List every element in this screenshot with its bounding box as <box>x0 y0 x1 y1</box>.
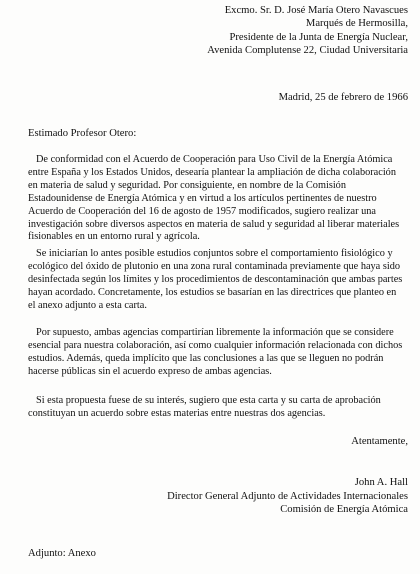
recipient-position: Presidente de la Junta de Energía Nuclear, <box>229 31 408 43</box>
signatory-title: Director General Adjunto de Actividades Internacionales <box>167 490 408 502</box>
recipient-name: Excmo. Sr. D. José María Otero Navascues <box>224 5 408 16</box>
letter-date: Madrid, 25 de febrero de 1966 <box>278 92 408 103</box>
body-paragraph-1: De conformidad con el Acuerdo de Cooperación para Uso Civil de la Energía Atómica entre España y los Estados Unidos, desearía plantear la ampliación de dicha colaboración en materia de salud y seguridad. Por consiguiente, en nombre de la Comisión Estadounidense de Energía Atómica y en virtud a los artículos pertinentes de nuestro Acuerdo de Cooperación del 16 de agosto de 1957 modificados, sugiero realizar una investigación sobre diversos aspectos en materia de salud y seguridad al liberar materiales fisionables en un entorno rural y agrícola. <box>28 154 400 243</box>
signature-block <box>167 476 408 517</box>
recipient-title: Marqués de Hermosilla, <box>305 18 408 30</box>
body-paragraph-3: Por supuesto, ambas agencias compartirían libremente la información que se considere esencial para nuestra colaboración, así como cualquier información relacionada con dichos estudios. Además, queda implícito que las conclusiones a las que se lleguen no podrán hacerse públicas sin el acuerdo expreso de ambas agencias. <box>28 327 403 377</box>
body-paragraph-4: Si esta propuesta fuese de su interés, sugiero que esta carta y su carta de aprobación constituyan un acuerdo sobre estas materias entre nuestras dos agencias. <box>28 395 381 419</box>
salutation: Estimado Profesor Otero: <box>28 128 137 139</box>
recipient-street: Avenida Complutense 22, Ciudad Universitaria <box>207 45 408 57</box>
closing: Atentamente, <box>351 436 408 447</box>
body-paragraph-2: Se iniciarían lo antes posible estudios conjuntos sobre el comportamiento fisiológico y ecológico del óxido de plutonio en una zona rural contaminada previamente que haya sido desinfectada según los límites y los procedimientos de descontaminación que ambas partes hayan acordado. Concretamente, los estudios se basarían en las directrices que planteo en el anexo adjunto a esta carta. <box>28 248 403 311</box>
recipient-address-block <box>207 4 408 58</box>
enclosure-note: Adjunto: Anexo <box>28 548 96 559</box>
signatory-name: John A. Hall <box>354 477 408 488</box>
signatory-organization: Comisión de Energía Atómica <box>280 504 408 516</box>
